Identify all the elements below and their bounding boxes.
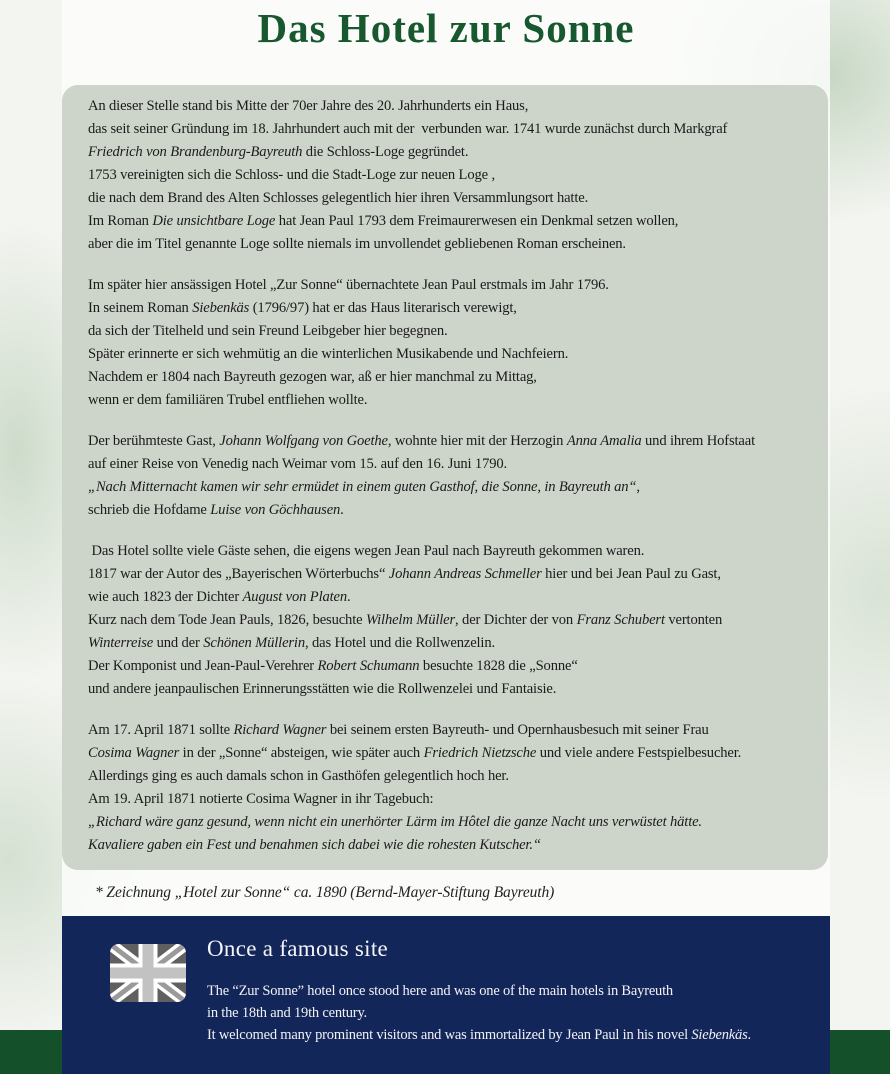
text-line: Friedrich von Brandenburg-Bayreuth die Schloss-Loge gegründet. (88, 144, 469, 160)
text-line: It welcomed many prominent visitors and was immortalized by Jean Paul in his novel Siebenkäs. (207, 1027, 751, 1043)
german-text (88, 95, 802, 857)
text-line: Allerdings ging es auch damals schon in Gasthöfen gelegentlich hoch her. (88, 768, 509, 784)
text-line: da sich der Titelheld und sein Freund Leibgeber hier begegnen. (88, 323, 448, 339)
english-panel (62, 916, 830, 1074)
text-line: Im Roman Die unsichtbare Loge hat Jean Paul 1793 dem Freimaurerwesen ein Denkmal setzen wollen, (88, 213, 679, 229)
text-line: die nach dem Brand des Alten Schlosses gelegentlich hier ihren Versammlungsort hatte. (88, 190, 589, 206)
paragraph (88, 95, 802, 256)
english-heading: Once a famous site (207, 936, 389, 961)
text-line: „Richard wäre ganz gesund, wenn nicht ein unerhörter Lärm im Hôtel die ganze Nacht uns verwüstet hätte. (88, 814, 702, 830)
paragraph (88, 274, 802, 412)
text-line: Winterreise und der Schönen Müllerin, das Hotel und die Rollwenzelin. (88, 635, 495, 651)
text-line: Kurz nach dem Tode Jean Pauls, 1826, besuchte Wilhelm Müller, der Dichter der von Franz Schubert vertonten (88, 612, 723, 628)
text-line: Am 19. April 1871 notierte Cosima Wagner in ihr Tagebuch: (88, 791, 434, 807)
text-line: Der Komponist und Jean-Paul-Verehrer Robert Schumann besuchte 1828 die „Sonne“ (88, 658, 578, 674)
text-line: The “Zur Sonne” hotel once stood here and was one of the main hotels in Bayreuth (207, 983, 673, 999)
text-line: 1753 vereinigten sich die Schloss- und die Stadt-Loge zur neuen Loge , (88, 167, 495, 183)
text-line: Das Hotel sollte viele Gäste sehen, die eigens wegen Jean Paul nach Bayreuth gekommen waren. (88, 543, 645, 559)
text-line: Cosima Wagner in der „Sonne“ absteigen, wie später auch Friedrich Nietzsche und viele andere Festspielbesucher. (88, 745, 742, 761)
text-line: das seit seiner Gründung im 18. Jahrhundert auch mit der verbunden war. 1741 wurde zunächst durch Markgraf (88, 121, 728, 137)
text-line: An dieser Stelle stand bis Mitte der 70er Jahre des 20. Jahrhunderts ein Haus, (88, 98, 529, 114)
text-line: in the 18th and 19th century. (207, 1005, 367, 1021)
text-line: In seinem Roman Siebenkäs (1796/97) hat er das Haus literarisch verewigt, (88, 300, 517, 316)
paragraph (88, 540, 802, 701)
text-line: Kavaliere gaben ein Fest und benahmen sich dabei wie die rohesten Kutscher.“ (88, 837, 541, 853)
text-line: und andere jeanpaulischen Erinnerungsstätten wie die Rollwenzelei und Fantaisie. (88, 681, 557, 697)
text-line: 1817 war der Autor des „Bayerischen Wörterbuchs“ Johann Andreas Schmeller hier und bei Jean Paul zu Gast, (88, 566, 721, 582)
content-box (62, 85, 828, 870)
footnote: * Zeichnung „Hotel zur Sonne“ ca. 1890 (Bernd-Mayer-Stiftung Bayreuth) (95, 884, 555, 901)
text-line: Am 17. April 1871 sollte Richard Wagner bei seinem ersten Bayreuth- und Opernhausbesuch mit seiner Frau (88, 722, 709, 738)
text-line: Nachdem er 1804 nach Bayreuth gezogen war, aß er hier manchmal zu Mittag, (88, 369, 537, 385)
text-line: Der berühmteste Gast, Johann Wolfgang von Goethe, wohnte hier mit der Herzogin Anna Amalia und ihrem Hofstaat (88, 433, 755, 449)
text-line: aber die im Titel genannte Loge sollte niemals im unvollendet gebliebenen Roman erscheinen. (88, 236, 626, 252)
text-line: auf einer Reise von Venedig nach Weimar vom 15. auf den 16. Juni 1790. (88, 456, 508, 472)
paragraph (88, 430, 802, 522)
uk-flag-icon (110, 944, 186, 1002)
text-line: Im später hier ansässigen Hotel „Zur Sonne“ übernachtete Jean Paul erstmals im Jahr 1796. (88, 277, 609, 293)
page-title: Das Hotel zur Sonne (257, 5, 635, 51)
text-line: wie auch 1823 der Dichter August von Platen. (88, 589, 351, 605)
paragraph (88, 719, 802, 857)
text-line: Später erinnerte er sich wehmütig an die winterlichen Musikabende und Nachfeiern. (88, 346, 569, 362)
english-text (207, 980, 817, 1046)
text-line: „Nach Mitternacht kamen wir sehr ermüdet in einem guten Gasthof, die Sonne, in Bayreuth an“, (88, 479, 640, 495)
text-line: wenn er dem familiären Trubel entfliehen wollte. (88, 392, 368, 408)
text-line: schrieb die Hofdame Luise von Göchhausen. (88, 502, 344, 518)
